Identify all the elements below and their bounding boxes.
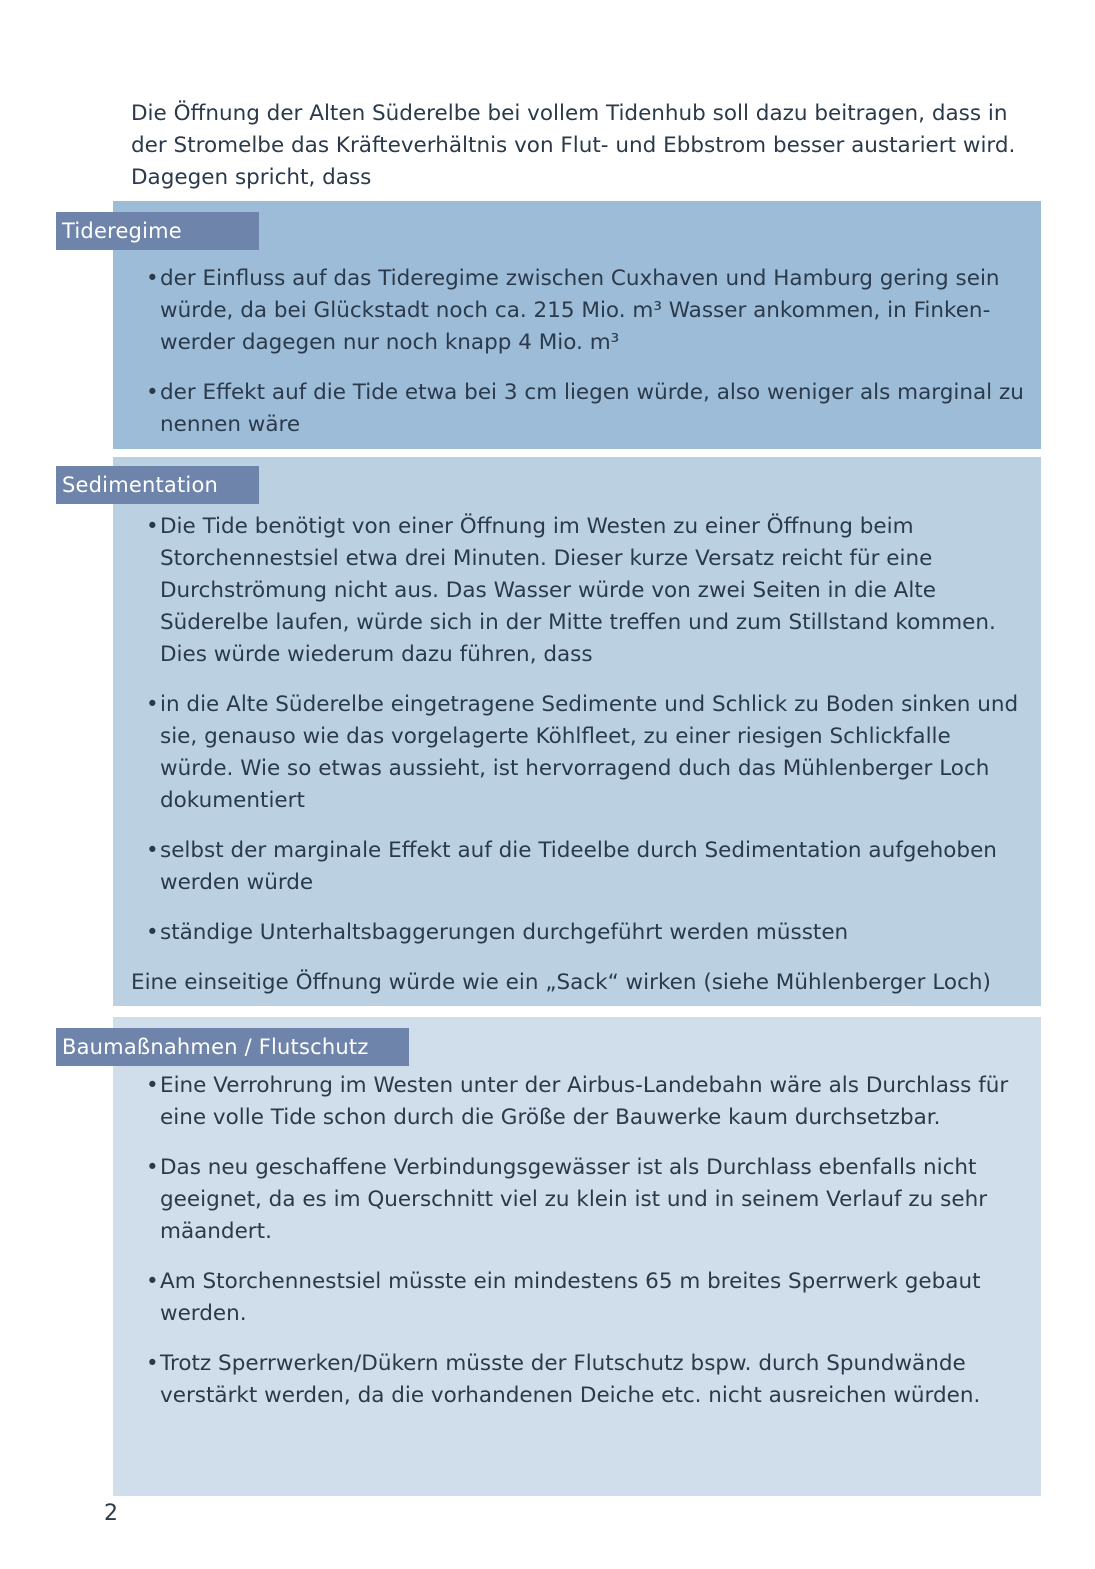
list-item: • Am Storchennestsiel müsste ein mindestens 65 m breites Sperrwerk gebaut werden. [146, 1266, 1026, 1330]
section-label-tideregime: Tideregime [56, 212, 259, 250]
list-item: • Eine Verrohrung im Westen unter der Airbus-Landebahn wäre als Durchlass für eine volle Tide schon durch die Größe der Bauwerke kaum durchsetzbar. [146, 1070, 1026, 1134]
section-label-sedimentation: Sedimentation [56, 466, 259, 504]
bullet-list [146, 1070, 1026, 1430]
list-item: • der Effekt auf die Tide etwa bei 3 cm liegen würde, also weniger als marginal zu nennen wäre [146, 377, 1026, 441]
page-number: 2 [104, 1501, 118, 1526]
list-item: • selbst der marginale Effekt auf die Tideelbe durch Sedimentation aufgehoben werden würde [146, 835, 1026, 899]
bullet-list [146, 263, 1026, 459]
list-item: • ständige Unterhaltsbaggerungen durchgeführt werden müssten [146, 917, 1026, 949]
list-item: • Das neu geschaffene Verbindungsgewässer ist als Durchlass ebenfalls nicht geeignet, da es im Querschnitt viel zu klein ist und in seinem Verlauf zu sehr mäandert. [146, 1152, 1026, 1248]
section-baumassnahmen [113, 1017, 1041, 1496]
bullet-list [146, 511, 1026, 967]
section-sedimentation [113, 457, 1041, 1006]
list-item: • Trotz Sperrwerken/Dükern müsste der Flutschutz bspw. durch Spundwände verstärkt werden, da die vorhandenen Deiche etc. nicht ausreichen würden. [146, 1348, 1026, 1412]
section-note: Eine einseitige Öffnung würde wie ein „Sack“ wirken (siehe Mühlenberger Loch) [131, 970, 991, 995]
list-item: • in die Alte Süderelbe eingetragene Sedimente und Schlick zu Boden sinken und sie, genauso wie das vorgelagerte Köhlfleet, zu einer riesigen Schlickfalle würde. Wie so etwas aussieht, ist hervorragend duch das Mühlenberger Loch dokumentiert [146, 689, 1026, 817]
list-item: • Die Tide benötigt von einer Öffnung im Westen zu einer Öffnung beim Storchennestsiel etwa drei Minuten. Dieser kurze Versatz reicht für eine Durchströmung nicht aus. Das Wasser würde von zwei Seiten in die Alte Süderelbe laufen, würde sich in der Mitte treffen und zum Stillstand kommen. Dies würde wiederum dazu führen, dass [146, 511, 1026, 671]
list-item: • der Einfluss auf das Tideregime zwischen Cuxhaven und Hamburg gering sein würde, da bei Glückstadt noch ca. 215 Mio. m³ Wasser ankommen, in Finkenwerder dagegen nur noch knapp 4 Mio. m³ [146, 263, 1026, 359]
intro-paragraph: Die Öffnung der Alten Süderelbe bei vollem Tidenhub soll dazu beitragen, dass in der Stromelbe das Kräfteverhältnis von Flut- und Ebbstrom besser austariert wird. Dagegen spricht, dass [131, 101, 1016, 190]
section-label-baumassnahmen: Baumaßnahmen / Flutschutz [56, 1028, 409, 1066]
